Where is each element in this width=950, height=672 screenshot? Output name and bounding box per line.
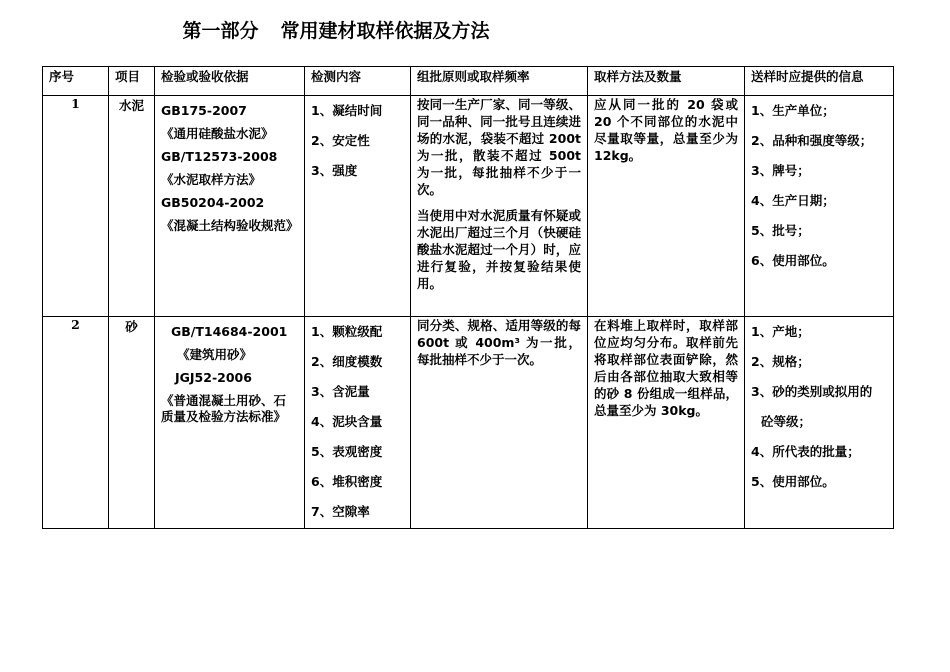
batching-paragraph: 当使用中对水泥质量有怀疑或水泥出厂超过三个月（快硬硅酸盐水泥超过一个月）时，应进行复验，并按复验结果使用。 <box>417 208 581 291</box>
test-line: 1、凝结时间 <box>311 103 383 118</box>
row-no-text: 2 <box>71 317 80 332</box>
info-line: 4、所代表的批量； <box>751 444 860 459</box>
header-sampling: 取样方法及数量 <box>588 67 745 96</box>
info-line: 砼等级； <box>761 414 812 429</box>
batching-paragraph: 按同一生产厂家、同一等级、同一品种、同一批号且连续进场的水泥，袋装不超过 200t 为一批，散装不超过 500t 为一批，每批抽样不少于一次。 <box>417 97 581 197</box>
row-item <box>109 317 155 529</box>
test-line: 1、颗粒级配 <box>311 324 383 339</box>
standard-line: GB175-2007 <box>161 103 247 118</box>
row-item-text: 砂 <box>125 319 138 334</box>
row-item-text: 水泥 <box>118 98 144 113</box>
page-title <box>0 16 672 43</box>
header-info: 送样时应提供的信息 <box>745 67 894 96</box>
row-sampling <box>588 96 745 317</box>
test-line: 6、堆积密度 <box>311 474 383 489</box>
standard-line: GB/T12573-2008 <box>161 149 278 164</box>
info-line: 4、生产日期； <box>751 193 835 208</box>
table-header-row <box>43 67 894 96</box>
info-line: 2、规格； <box>751 354 810 369</box>
row-item <box>109 96 155 317</box>
row-tests <box>305 96 411 317</box>
row-info <box>745 96 894 317</box>
info-line: 1、产地； <box>751 324 810 339</box>
test-line: 3、含泥量 <box>311 384 370 399</box>
row-no <box>43 317 109 529</box>
info-line: 6、使用部位。 <box>751 253 835 268</box>
info-line: 3、砂的类别或拟用的 <box>751 384 873 399</box>
info-line: 5、批号； <box>751 223 810 238</box>
row-info <box>745 317 894 529</box>
table-row-sand <box>43 317 894 529</box>
header-no: 序号 <box>43 67 109 96</box>
standard-line: 《混凝土结构验收规范》 <box>161 218 299 233</box>
test-line: 7、空隙率 <box>311 504 370 519</box>
batching-paragraph: 同分类、规格、适用等级的每 600t 或 400m³ 为一批，每批抽样不少于一次。 <box>417 318 581 367</box>
standard-line: JGJ52-2006 <box>175 370 252 385</box>
standard-line: GB50204-2002 <box>161 195 265 210</box>
sampling-paragraph: 在料堆上取样时，取样部位应均匀分布。取样前先将取样部位表面铲除，然后由各部位抽取大致相等的砂 8 份组成一组样品，总量至少为 30kg。 <box>594 318 738 418</box>
info-line: 2、品种和强度等级； <box>751 133 873 148</box>
standard-line: 《通用硅酸盐水泥》 <box>161 126 274 141</box>
header-tests: 检测内容 <box>305 67 411 96</box>
standard-line: 《建筑用砂》 <box>177 347 253 362</box>
test-line: 3、强度 <box>311 163 358 178</box>
info-line: 3、牌号； <box>751 163 810 178</box>
sampling-paragraph: 应从同一批的 20 袋或 20 个不同部位的水泥中尽量取等量，总量至少为 12kg。 <box>594 97 738 163</box>
header-standards: 检验或验收依据 <box>155 67 305 96</box>
sampling-table <box>42 66 894 529</box>
row-standards <box>155 96 305 317</box>
header-item: 项目 <box>109 67 155 96</box>
test-line: 2、安定性 <box>311 133 370 148</box>
title-text: 常用建材取样依据及方法 <box>280 20 490 42</box>
info-line: 5、使用部位。 <box>751 474 835 489</box>
row-standards <box>155 317 305 529</box>
test-line: 5、表观密度 <box>311 444 383 459</box>
test-line: 4、泥块含量 <box>311 414 383 429</box>
info-line: 1、生产单位； <box>751 103 835 118</box>
standard-line: GB/T14684-2001 <box>171 324 288 339</box>
row-no-text: 1 <box>71 96 80 111</box>
row-batching <box>411 96 588 317</box>
row-no <box>43 96 109 317</box>
header-batching: 组批原则或取样频率 <box>411 67 588 96</box>
row-tests <box>305 317 411 529</box>
standard-line: 《水泥取样方法》 <box>161 172 262 187</box>
row-batching <box>411 317 588 529</box>
test-line: 2、细度模数 <box>311 354 383 369</box>
row-sampling <box>588 317 745 529</box>
table-row-cement <box>43 96 894 317</box>
title-part: 第一部分 <box>182 20 259 42</box>
standard-line: 《普通混凝土用砂、石质量及检验方法标准》 <box>161 393 287 424</box>
